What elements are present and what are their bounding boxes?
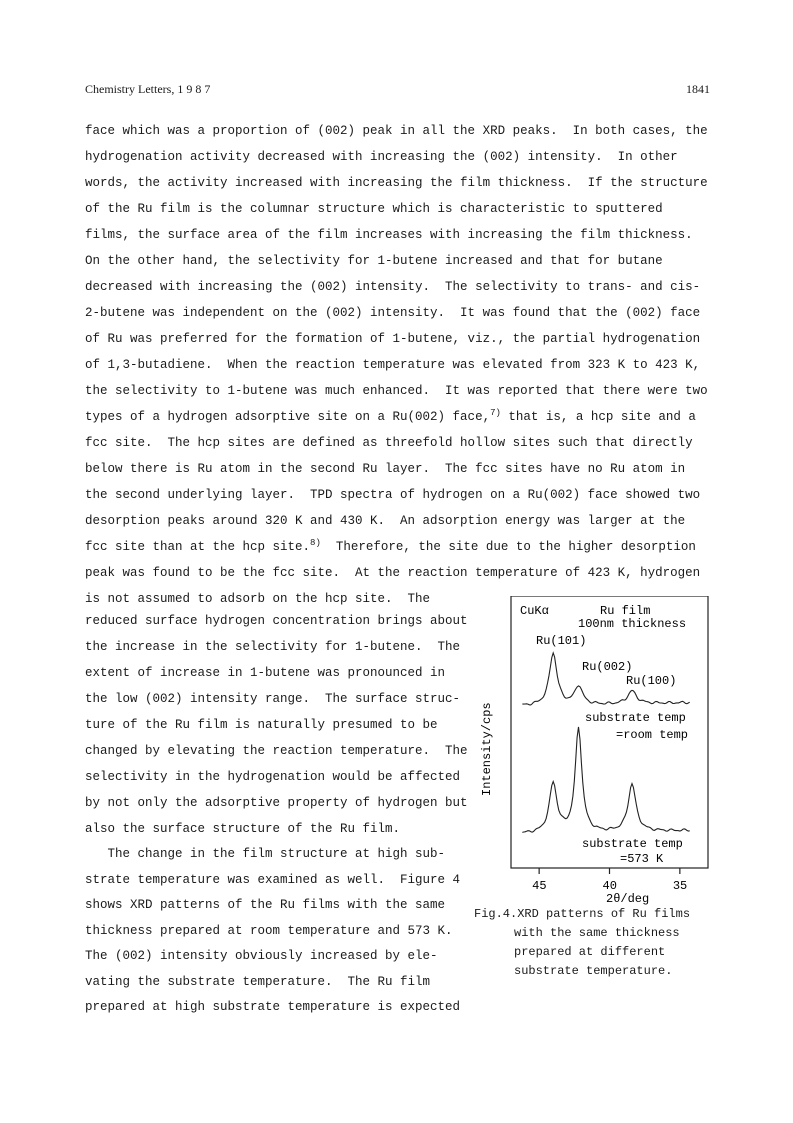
text-line: of Ru was preferred for the formation of 1-butene, viz., the partial hydrogenation <box>85 332 701 346</box>
text-line: the low (002) intensity range. The surface struc- <box>85 692 461 706</box>
text-line: fcc site. The hcp sites are defined as threefold hollow sites such that directly <box>85 436 693 450</box>
peak-label-ru100: Ru(100) <box>626 674 677 688</box>
xrd-chart <box>478 596 718 916</box>
text-line: shows XRD patterns of the Ru films with the same <box>85 898 446 912</box>
reference-superscript: 7) <box>490 408 501 418</box>
x-tick-label: 35 <box>672 879 688 893</box>
text-line: ture of the Ru film is naturally presumed to be <box>85 718 438 732</box>
peak-label-ru002: Ru(002) <box>582 660 633 674</box>
x-tick-label: 45 <box>532 879 547 893</box>
peak-label-ru101: Ru(101) <box>536 634 587 648</box>
text-line: thickness prepared at room temperature and 573 K. <box>85 924 453 938</box>
text-line: the second underlying layer. TPD spectra of hydrogen on a Ru(002) face showed two <box>85 488 701 502</box>
sample-label-line1: Ru film <box>600 604 651 618</box>
bottom-condition-line2: =573 K <box>620 852 664 866</box>
text-line: On the other hand, the selectivity for 1-butene increased and that for butane <box>85 254 663 268</box>
text-line: hydrogenation activity decreased with increasing the (002) intensity. In other <box>85 150 678 164</box>
journal-header: Chemistry Letters, 1 9 8 7 <box>85 82 211 96</box>
text-line: The (002) intensity obviously increased by ele- <box>85 949 438 963</box>
x-axis-ticks <box>532 868 687 893</box>
text-line: extent of increase in 1-butene was pronounced in <box>85 666 446 680</box>
text-line: reduced surface hydrogen concentration brings about <box>85 614 468 628</box>
text-line: peak was found to be the fcc site. At the reaction temperature of 423 K, hydrogen <box>85 566 701 580</box>
text-line: strate temperature was examined as well. Figure 4 <box>85 873 461 887</box>
text-line: 2-butene was independent on the (002) intensity. It was found that the (002) face <box>85 306 701 320</box>
text-line: The change in the film structure at high sub- <box>85 847 446 861</box>
figure-caption-line2: with the same thickness <box>514 926 680 940</box>
x-tick-label: 40 <box>602 879 617 893</box>
sample-label-line2: 100nm thickness <box>578 617 687 631</box>
xrd-figure <box>478 596 718 916</box>
text-line: prepared at high substrate temperature is expected <box>85 1000 461 1014</box>
figure-caption-line3: prepared at different <box>514 945 666 959</box>
text-line: desorption peaks around 320 K and 430 K. An adsorption energy was larger at the <box>85 514 686 528</box>
text-line: types of a hydrogen adsorptive site on a Ru(002) face,$^{7)}$ that is, a hcp site and a <box>85 408 696 424</box>
text-line: also the surface structure of the Ru film. <box>85 822 401 836</box>
text-line: the increase in the selectivity for 1-butene. The <box>85 640 461 654</box>
text-line: films, the surface area of the film increases with increasing the film thickness. <box>85 228 693 242</box>
bottom-condition-line1: substrate temp <box>582 837 683 851</box>
figure-caption-line4: substrate temperature. <box>514 964 673 978</box>
top-condition-line2: =room temp <box>616 728 689 742</box>
radiation-label: CuKα <box>520 604 549 618</box>
text-line: face which was a proportion of (002) peak in all the XRD peaks. In both cases, the <box>85 124 708 138</box>
text-line: by not only the adsorptive property of hydrogen but <box>85 796 468 810</box>
text-line: is not assumed to adsorb on the hcp site. The <box>85 592 431 606</box>
text-line: words, the activity increased with increasing the film thickness. If the structure <box>85 176 708 190</box>
text-line: decreased with increasing the (002) intensity. The selectivity to trans- and cis- <box>85 280 701 294</box>
text-line: below there is Ru atom in the second Ru layer. The fcc sites have no Ru atom in <box>85 462 686 476</box>
text-line: vating the substrate temperature. The Ru film <box>85 975 431 989</box>
text-line: of 1,3-butadiene. When the reaction temperature was elevated from 323 K to 423 K, <box>85 358 701 372</box>
page-number: 1841 <box>686 82 710 96</box>
text-line: of the Ru film is the columnar structure which is characteristic to sputtered <box>85 202 663 216</box>
text-line: fcc site than at the hcp site.$^{8)}$ Therefore, the site due to the higher desorption <box>85 538 696 554</box>
text-line: selectivity in the hydrogenation would be affected <box>85 770 461 784</box>
reference-superscript: 8) <box>310 538 321 548</box>
x-axis-label: 2θ/deg <box>606 892 650 906</box>
y-axis-label: Intensity/cps <box>480 702 494 796</box>
figure-caption-line1: Fig.4.XRD patterns of Ru films <box>474 907 691 921</box>
top-condition-line1: substrate temp <box>585 711 686 725</box>
text-line: changed by elevating the reaction temperature. The <box>85 744 468 758</box>
text-line: the selectivity to 1-butene was much enhanced. It was reported that there were two <box>85 384 708 398</box>
high-temp-trace <box>522 727 689 833</box>
